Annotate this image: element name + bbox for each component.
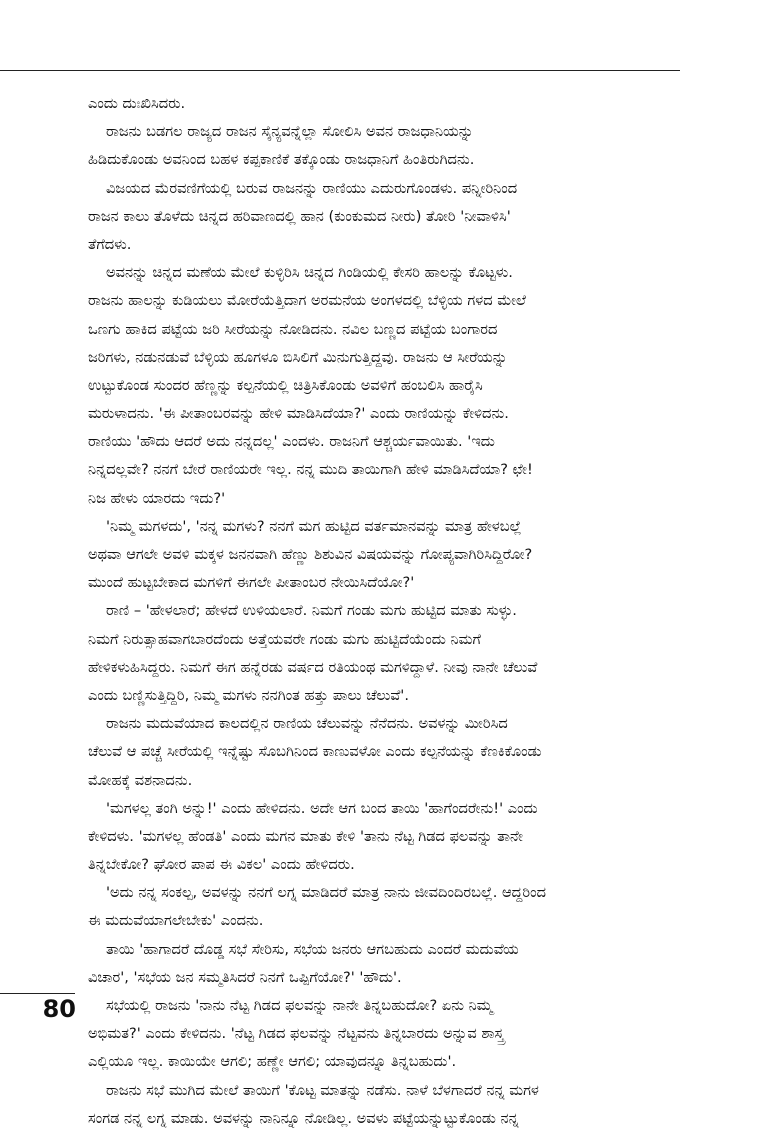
text-line: ಈ ಮದುವೆಯಾಗಲೇಬೇಕು' ಎಂದನು.	[88, 912, 264, 930]
text-line: ಅವನನ್ನು ಚಿನ್ನದ ಮಣೆಯ ಮೇಲೆ ಕುಳ್ಳಿರಿಸಿ ಚಿನ್ನದ ಗಿಂಡಿಯಲ್ಲಿ ಕೇಸರಿ ಹಾಲನ್ನು ಕೊಟ್ಟಳು.	[106, 264, 513, 282]
text-line: ಮೋಹಕ್ಕೆ ವಶನಾದನು.	[88, 771, 193, 789]
text-line: ರಾಣಿಯು 'ಹೌದು ಆದರೆ ಅದು ನನ್ನದಲ್ಲ' ಎಂದಳು. ರಾಜನಿಗೆ ಆಶ್ಚರ್ಯವಾಯಿತು. 'ಇದು	[88, 433, 495, 451]
text-line: ಹೇಳಿಕಳುಹಿಸಿದ್ದರು. ನಿಮಗೆ ಈಗ ಹನ್ನೆರಡು ವರ್ಷದ ರತಿಯಂಥ ಮಗಳಿದ್ದಾಳೆ. ನೀವು ನಾನೇ ಚೆಲುವೆ	[88, 658, 538, 676]
text-line: ಉಟ್ಟುಕೊಂಡ ಸುಂದರ ಹೆಣ್ಣನ್ನು ಕಲ್ಪನೆಯಲ್ಲಿ ಚಿತ್ರಿಸಿಕೊಂಡು ಅವಳಿಗೆ ಹಂಬಲಿಸಿ ಹಾರೈಸಿ	[88, 376, 483, 394]
text-line: 'ಅದು ನನ್ನ ಸಂಕಲ್ಪ, ಅವಳನ್ನು ನನಗೆ ಲಗ್ನ ಮಾಡಿದರೆ ಮಾತ್ರ ನಾನು ಜೀವದಿಂದಿರಬಲ್ಲೆ. ಆದ್ದರಿಂದ	[106, 884, 547, 902]
text-line: ಎಲ್ಲಿಯೂ ಇಲ್ಲ. ಕಾಯಿಯೇ ಆಗಲಿ; ಹಣ್ಣೇ ಆಗಲಿ; ಯಾವುದನ್ನೂ ತಿನ್ನಬಹುದು'.	[88, 1053, 457, 1071]
text-line: ತೆಗೆದಳು.	[88, 235, 132, 253]
text-line: ಮುಂದೆ ಹುಟ್ಟಬೇಕಾದ ಮಗಳಿಗೆ ಈಗಲೇ ಪೀತಾಂಬರ ನೇಯಿಸಿದೆಯೋ?'	[88, 574, 415, 592]
text-line: ರಾಜನು ಬಡಗಲ ರಾಜ್ಯದ ರಾಜನ ಸೈನ್ಯವನ್ನೆಲ್ಲಾ ಸೋಲಿಸಿ ಅವನ ರಾಜಧಾನಿಯನ್ನು	[106, 123, 474, 141]
text-line: ಸಭೆಯಲ್ಲಿ ರಾಜನು 'ನಾನು ನೆಟ್ಟ ಗಿಡದ ಫಲವನ್ನು ನಾನೇ ತಿನ್ನಬಹುದೋ? ಏನು ನಿಮ್ಮ	[106, 997, 493, 1014]
text-line: ಹಿಡಿದುಕೊಂಡು ಅವನಿಂದ ಬಹಳ ಕಪ್ಪಕಾಣಿಕೆ ತಕ್ಕೊಂಡು ರಾಜಧಾನಿಗೆ ಹಿಂತಿರುಗಿದನು.	[88, 151, 475, 169]
text-line: ಜರಿಗಳು, ನಡುನಡುವೆ ಬೆಳ್ಳಿಯ ಹೂಗಳೂ ಬಿಸಿಲಿಗೆ ಮಿನುಗುತ್ತಿದ್ದವು. ರಾಜನು ಆ ಸೀರೆಯನ್ನು	[88, 348, 508, 366]
body-text	[88, 90, 680, 1133]
text-line: ತಾಯಿ 'ಹಾಗಾದರೆ ದೊಡ್ಡ ಸಭೆ ಸೇರಿಸು, ಸಭೆಯ ಜನರು ಆಗಬಹುದು ಎಂದರೆ ಮದುವೆಯ	[106, 940, 519, 958]
text-line: ಎಂದು ಬಣ್ಣಿಸುತ್ತಿದ್ದಿರಿ, ನಿಮ್ಮ ಮಗಳು ನನಗಿಂತ ಹತ್ತು ಪಾಲು ಚೆಲುವೆ'.	[88, 686, 409, 704]
text-line: ಅಥವಾ ಆಗಲೇ ಅವಳಿ ಮಕ್ಕಳ ಜನನವಾಗಿ ಹೆಣ್ಣು ಶಿಶುವಿನ ವಿಷಯವನ್ನು ಗೋಪ್ಯವಾಗಿರಿಸಿದ್ದಿರೋ?	[88, 546, 533, 563]
text-line: ತಿನ್ನಬೇಕೋ? ಘೋರ ಪಾಪ ಈ ವಿಕಲ' ಎಂದು ಹೇಳಿದರು.	[88, 856, 355, 874]
text-line: ಕೇಳಿದಳು. 'ಮಗಳಲ್ಲ ಹೆಂಡತಿ' ಎಂದು ಮಗನ ಮಾತು ಕೇಳಿ 'ತಾನು ನೆಟ್ಟ ಗಿಡದ ಫಲವನ್ನು ತಾನೇ	[88, 827, 523, 845]
text-line: ರಾಜನು ಸಭೆ ಮುಗಿದ ಮೇಲೆ ತಾಯಿಗೆ 'ಕೊಟ್ಟ ಮಾತನ್ನು ನಡೆಸು. ನಾಳೆ ಬೆಳಗಾದರೆ ನನ್ನ ಮಗಳ	[106, 1081, 539, 1099]
header-rule	[0, 70, 680, 71]
page-number: 80	[42, 995, 76, 1023]
text-line: ಚೆಲುವೆ ಆ ಪಚ್ಚೆ ಸೀರೆಯಲ್ಲಿ ಇನ್ನೆಷ್ಟು ಸೊಬಗಿನಿಂದ ಕಾಣುವಳೋ ಎಂದು ಕಲ್ಪನೆಯನ್ನು ಕೆಣಕಿಕೊಂಡು	[88, 743, 542, 761]
text-line: ರಾಜನು ಮದುವೆಯಾದ ಕಾಲದಲ್ಲಿನ ರಾಣಿಯ ಚೆಲುವನ್ನು ನೆನೆದನು. ಅವಳನ್ನು ಮೀರಿಸಿದ	[106, 715, 508, 733]
text-line: ನಿಮಗೆ ನಿರುತ್ಸಾಹವಾಗಬಾರದೆಂದು ಅತ್ತೆಯವರೇ ಗಂಡು ಮಗು ಹುಟ್ಟಿದೆಯೆಂದು ನಿಮಗೆ	[88, 630, 481, 648]
text-line: ನಿನ್ನದಲ್ಲವೇ? ನನಗೆ ಬೇರೆ ರಾಣಿಯರೇ ಇಲ್ಲ. ನನ್ನ ಮುದಿ ತಾಯಿಗಾಗಿ ಹೇಳಿ ಮಾಡಿಸಿದೆಯಾ? ಛೇ!	[88, 461, 533, 479]
text-line: ರಾಜನು ಹಾಲನ್ನು ಕುಡಿಯಲು ಮೋರೆಯೆತ್ತಿದಾಗ ಅರಮನೆಯ ಅಂಗಳದಲ್ಲಿ ಬೆಳ್ಳಿಯ ಗಳದ ಮೇಲೆ	[88, 292, 527, 310]
text-line: ಅಭಿಮತ?' ಎಂದು ಕೇಳಿದನು. 'ನೆಟ್ಟ ಗಿಡದ ಫಲವನ್ನು ನೆಟ್ಟವನು ತಿನ್ನಬಾರದು ಅನ್ನುವ ಶಾಸ್ತ್ರ	[88, 1025, 504, 1043]
text-line: 'ಮಗಳಲ್ಲ ತಂಗಿ ಅನ್ನು!' ಎಂದು ಹೇಳಿದನು. ಅದೇ ಆಗ ಬಂದ ತಾಯಿ 'ಹಾಗೆಂದರೇನು!' ಎಂದು	[106, 799, 538, 817]
text-line: ವಿಚಾರ', 'ಸಭೆಯ ಜನ ಸಮ್ಮತಿಸಿದರೆ ನಿನಗೆ ಒಪ್ಪಿಗೆಯೋ?' 'ಹೌದು'.	[88, 968, 402, 986]
text-line: ಸಂಗಡ ನನ್ನ ಲಗ್ನ ಮಾಡು. ಅವಳನ್ನು ನಾನಿನ್ನೂ ನೋಡಿಲ್ಲ. ಅವಳು ಪಟ್ಟೆಯನ್ನುಟ್ಟುಕೊಂಡು ನನ್ನ	[88, 1109, 519, 1127]
text-line: ವಿಜಯದ ಮೆರವಣಿಗೆಯಲ್ಲಿ ಬರುವ ರಾಜನನ್ನು ರಾಣಿಯು ಎದುರುಗೊಂಡಳು. ಪನ್ನೀರಿನಿಂದ	[106, 179, 518, 197]
text-line: ರಾಜನ ಕಾಲು ತೊಳೆದು ಚಿನ್ನದ ಹರಿವಾಣದಲ್ಲಿ ಹಾನ (ಕುಂಕುಮದ ನೀರು) ತೋರಿ 'ನೀವಾಳಿಸಿ'	[88, 207, 511, 225]
text-line: ನಿಜ ಹೇಳು ಯಾರದು ಇದು?'	[88, 489, 226, 507]
text-line: ಮರುಳಾದನು. 'ಈ ಪೀತಾಂಬರವನ್ನು ಹೇಳಿ ಮಾಡಿಸಿದೆಯಾ?' ಎಂದು ರಾಣಿಯನ್ನು ಕೇಳಿದನು.	[88, 405, 509, 423]
text-line: 'ನಿಮ್ಮ ಮಗಳದು', 'ನನ್ನ ಮಗಳು? ನನಗೆ ಮಗ ಹುಟ್ಟಿದ ವರ್ತಮಾನವನ್ನು ಮಾತ್ರ ಹೇಳಬಲ್ಲೆ	[106, 517, 522, 535]
text-line: ಒಣಗು ಹಾಕಿದ ಪಟ್ಟೆಯ ಜರಿ ಸೀರೆಯನ್ನು ನೋಡಿದನು. ನವಿಲ ಬಣ್ಣದ ಪಟ್ಟೆಯ ಬಂಗಾರದ	[88, 320, 498, 338]
text-line: ಎಂದು ದುಃಖಿಸಿದರು.	[88, 95, 186, 112]
text-line: ರಾಣಿ – 'ಹೇಳಲಾರೆ; ಹೇಳದೆ ಉಳಿಯಲಾರೆ. ನಿಮಗೆ ಗಂಡು ಮಗು ಹುಟ್ಟಿದ ಮಾತು ಸುಳ್ಳು.	[106, 602, 517, 620]
